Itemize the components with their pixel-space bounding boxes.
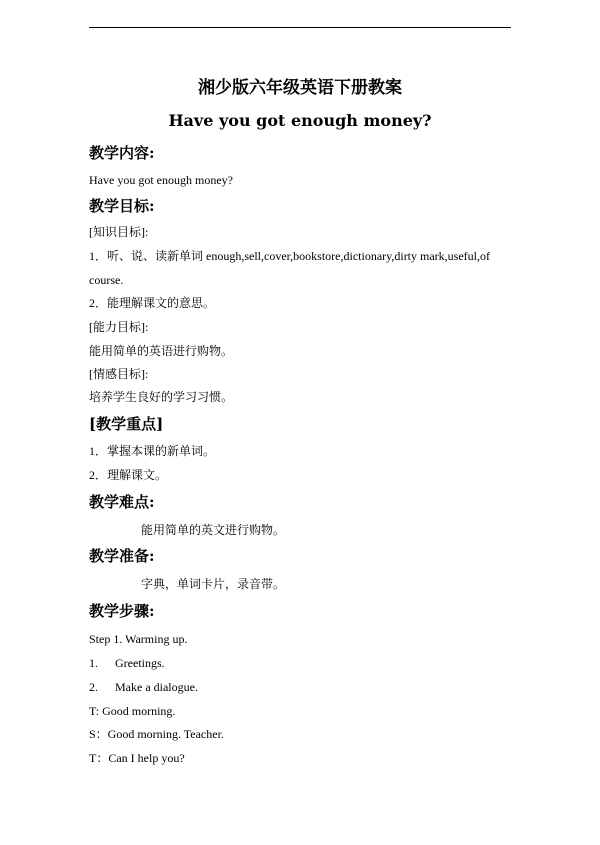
preparation-heading: 教学准备: — [89, 547, 155, 565]
step-1-item-1-number: 1. — [89, 656, 98, 670]
knowledge-goal-item-1: 1．听、说、读新单词 enough,sell,cover,bookstore,dictionary,dirty mark,useful,of — [89, 249, 490, 263]
header-rule — [89, 27, 511, 28]
step-1-item-2 — [89, 681, 198, 693]
knowledge-goal-item-2: 2．能理解课文的意思。 — [89, 296, 216, 310]
ability-goal-label: [能力目标]: — [89, 320, 149, 334]
step-1-item-2-text: Make a dialogue. — [115, 680, 198, 694]
step-1-title: Step 1. Warming up. — [89, 632, 188, 646]
difficult-points-heading: 教学难点: — [89, 493, 155, 511]
difficult-points-text: 能用简单的英文进行购物。 — [141, 523, 286, 537]
keypoint-item-1: 1．掌握本课的新单词。 — [89, 444, 216, 458]
step-1-item-1-text: Greetings. — [115, 656, 165, 670]
dialogue-line-3: T：Can I help you? — [89, 751, 185, 765]
document-subtitle: Have you got enough money? — [168, 111, 432, 130]
content-heading: 教学内容: — [89, 144, 155, 162]
ability-goal-text: 能用简单的英语进行购物。 — [89, 344, 234, 358]
preparation-text: 字典，单词卡片，录音带。 — [141, 577, 286, 591]
knowledge-goal-label: [知识目标]: — [89, 225, 149, 239]
dialogue-line-1: T: Good morning. — [89, 704, 176, 718]
step-1-item-2-number: 2. — [89, 680, 98, 694]
emotion-goal-label: [情感目标]: — [89, 367, 149, 381]
knowledge-goal-item-1-cont: course. — [89, 273, 124, 287]
keypoints-heading: [教学重点] — [89, 415, 164, 433]
emotion-goal-text: 培养学生良好的学习习惯。 — [89, 390, 234, 404]
steps-heading: 教学步骤: — [89, 602, 155, 620]
step-1-item-1 — [89, 657, 165, 669]
document-title: 湘少版六年级英语下册教案 — [198, 78, 402, 98]
content-text: Have you got enough money? — [89, 173, 233, 187]
goals-heading: 教学目标: — [89, 197, 155, 215]
keypoint-item-2: 2．理解课文。 — [89, 468, 168, 482]
dialogue-line-2: S：Good morning. Teacher. — [89, 727, 224, 741]
